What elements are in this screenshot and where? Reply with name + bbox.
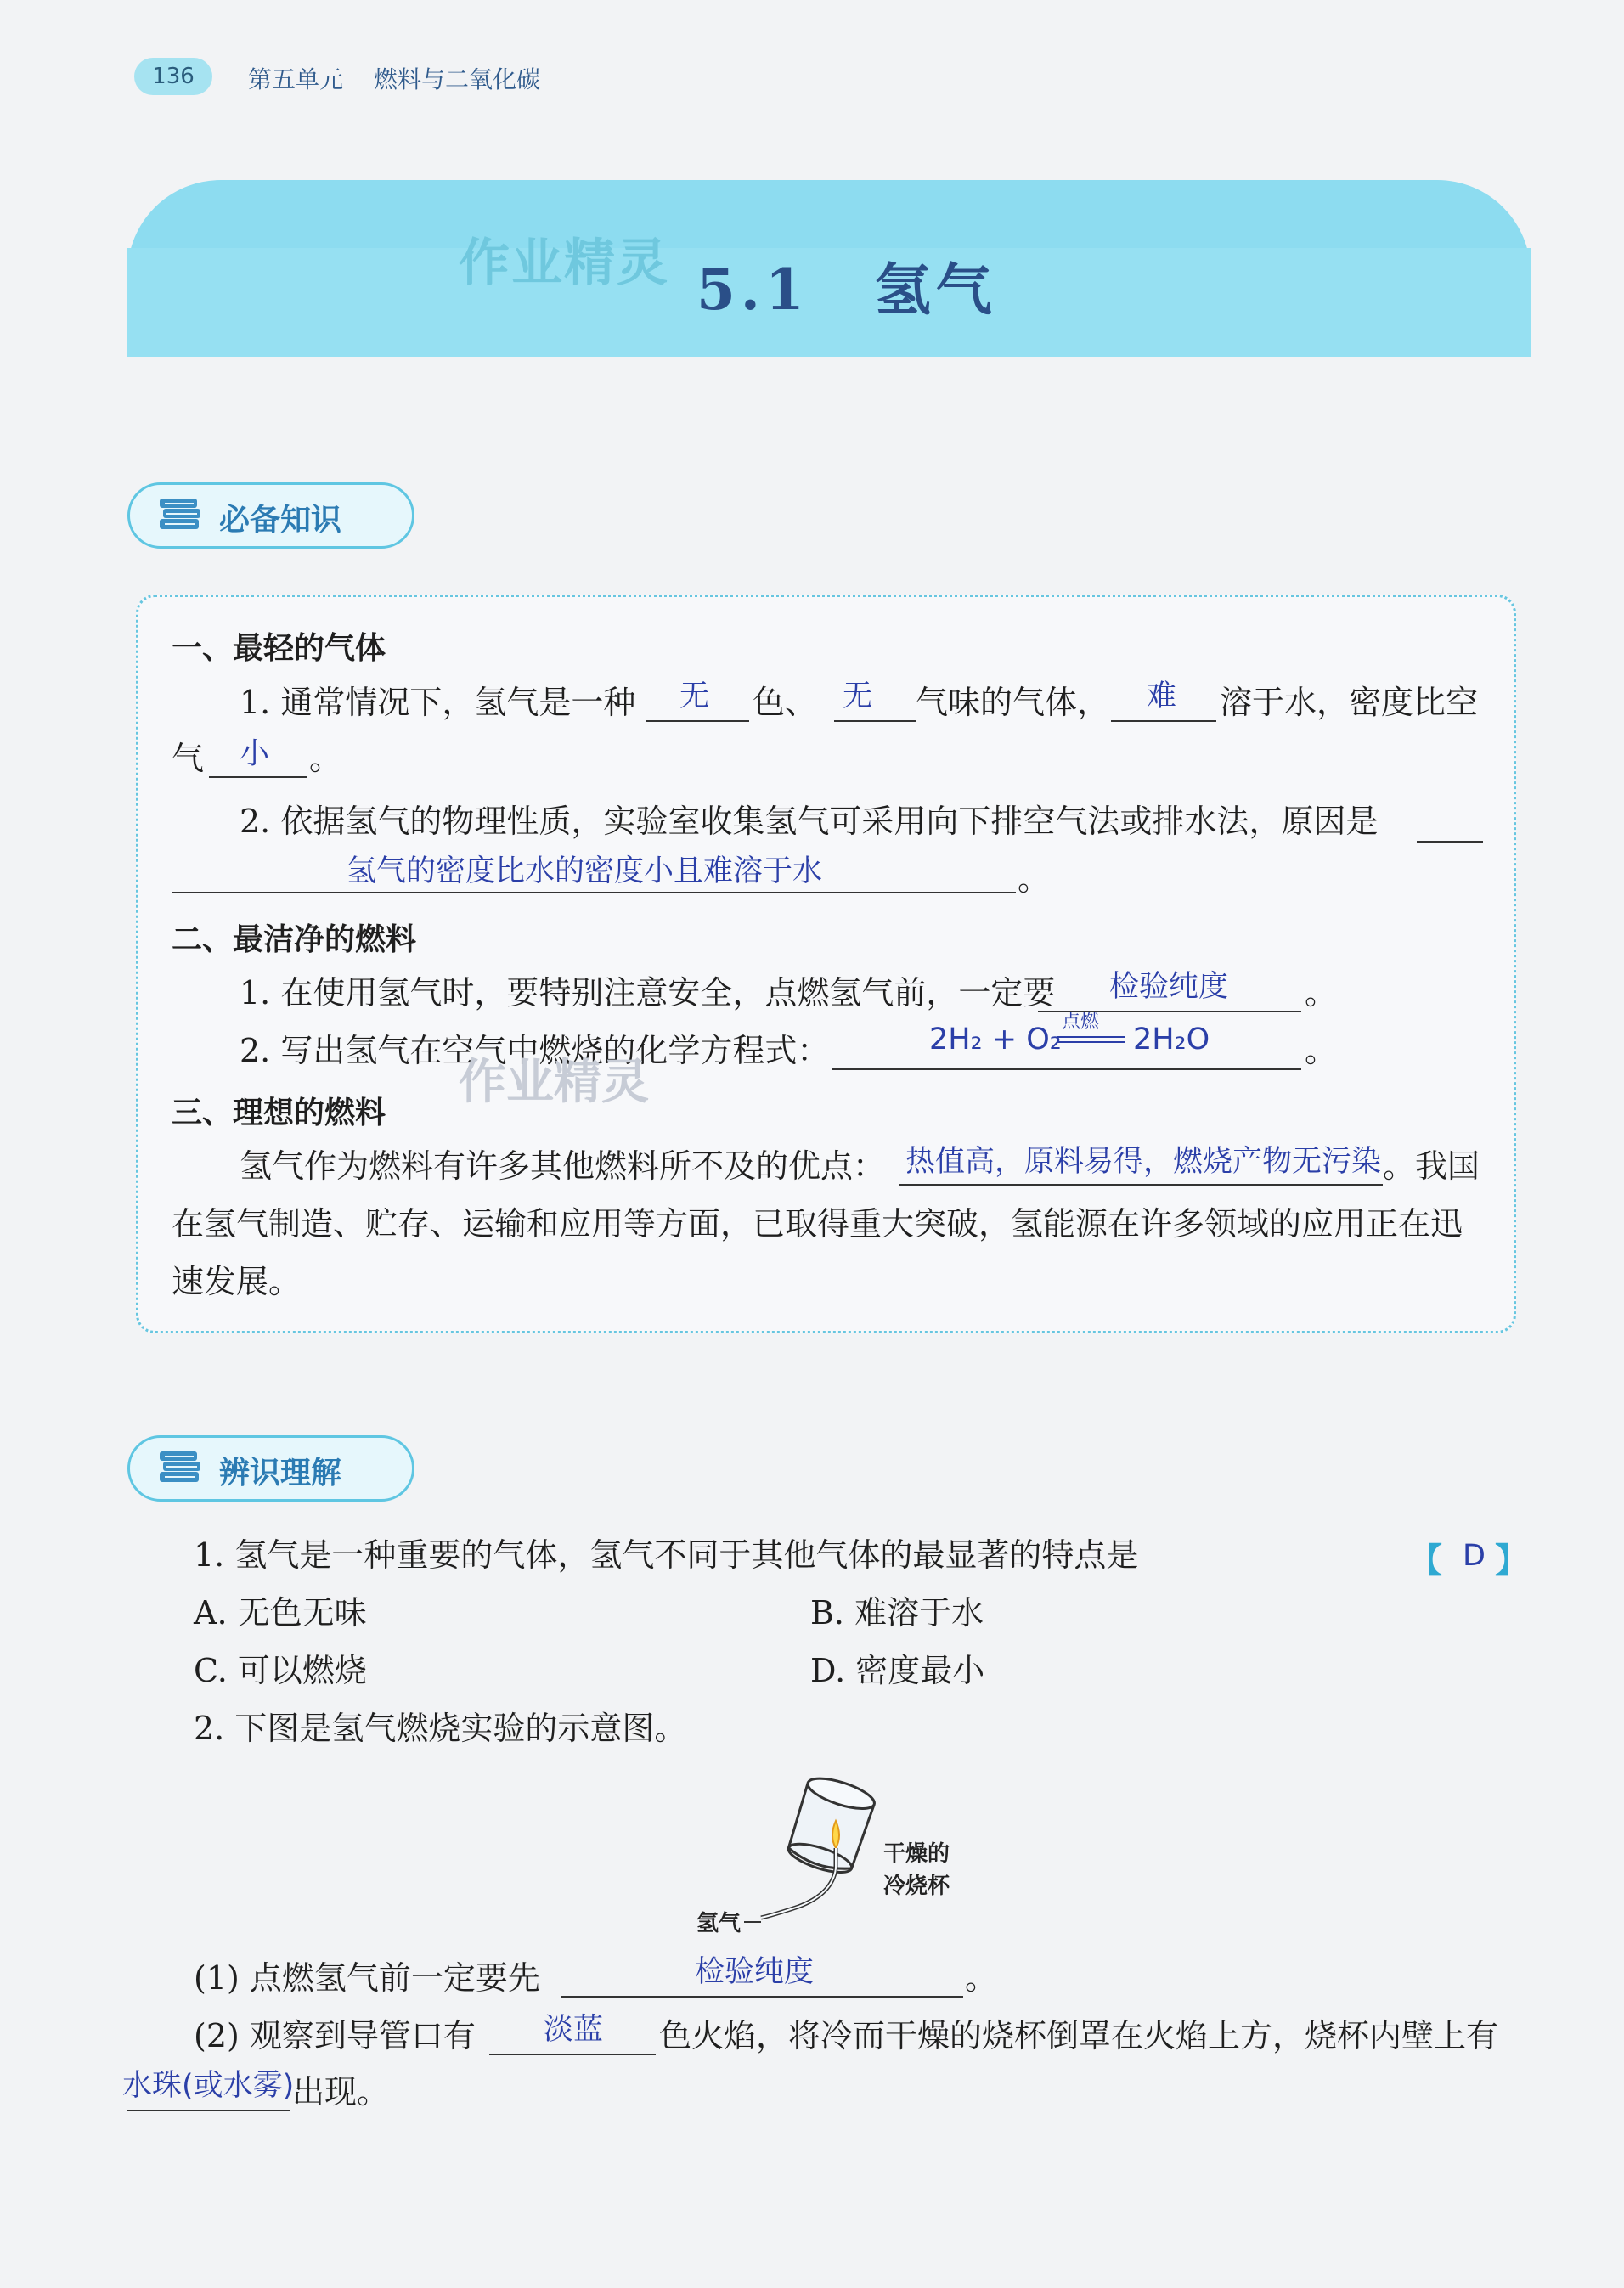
answer-s1-q1-4: 小 [240, 737, 270, 771]
option-d: D. 密度最小 [810, 1652, 985, 1689]
q2-2-text-a: (2) 观察到导管口有 [194, 2017, 476, 2054]
answer-s1-q1-3: 难 [1147, 679, 1177, 713]
s3-text-b: 。我国 [1383, 1147, 1480, 1185]
s1-q2-text: 2. 依据氢气的物理性质，实验室收集氢气可采用向下排空气法或排水法，原因是 [240, 803, 1379, 840]
equation-arrow-line-1 [1057, 1036, 1125, 1038]
s2-heading: 二、最洁净的燃料 [172, 922, 417, 957]
answer-q2-2-2: 水珠(或水雾) [122, 2069, 295, 2103]
s1-q1-text-a: 1. 通常情况下，氢气是一种 [240, 684, 636, 721]
books-icon [156, 1446, 204, 1487]
answer-s1-q2: 氢气的密度比水的密度小且难溶于水 [347, 854, 823, 888]
gas-label-leader [744, 1921, 761, 1923]
s1-q1-text-c: 气味的气体， [916, 684, 1110, 721]
answer-s2-q1: 检验纯度 [1109, 970, 1229, 1004]
blank-line [646, 720, 749, 722]
answer-s1-q1-1: 无 [679, 679, 710, 713]
unit-title: 燃料与二氧化碳 [374, 65, 541, 93]
blank-line [1111, 720, 1216, 722]
answer-s3: 热值高，原料易得，燃烧产物无污染 [905, 1145, 1382, 1179]
blank-line [489, 2054, 656, 2055]
blank-line [899, 1184, 1383, 1186]
equation-right: 2H₂O [1133, 1023, 1210, 1057]
option-a: A. 无色无味 [194, 1594, 367, 1631]
option-b: B. 难溶于水 [810, 1594, 984, 1631]
q2-text: 2. 下图是氢气燃烧实验的示意图。 [194, 1710, 687, 1747]
s2-q1-end: 。 [1305, 974, 1338, 1012]
equation-condition: 点燃 [1062, 1012, 1100, 1033]
blank-line [172, 892, 1016, 893]
q2-2-end: 出现。 [292, 2073, 390, 2110]
answer-s1-q1-2: 无 [843, 679, 873, 713]
option-c: C. 可以燃烧 [194, 1652, 367, 1689]
answer-q2-1: 检验纯度 [695, 1955, 815, 1989]
q1-bracket-right: 】 [1495, 1541, 1529, 1581]
s1-q1-text-e: 气 [172, 740, 205, 777]
page-watermark: 作业精灵 [459, 1055, 649, 1110]
section-name: 氢气 [874, 256, 997, 323]
s3-line-3: 速发展。 [172, 1263, 302, 1300]
s2-q2-end: 。 [1305, 1032, 1338, 1069]
q1-text: 1. 氢气是一种重要的气体，氢气不同于其他气体的最显著的特点是 [194, 1536, 1139, 1574]
s2-q2-text: 2. 写出氢气在空气中燃烧的化学方程式： [240, 1032, 830, 1069]
q1-answer: D [1463, 1539, 1486, 1573]
q2-1-text: (1) 点燃氢气前一定要先 [194, 1959, 540, 1997]
answer-q2-2-1: 淡蓝 [544, 2013, 604, 2047]
blank-line [561, 1996, 963, 1998]
beaker-label-2: 冷烧杯 [883, 1874, 950, 1899]
beaker-label-1: 干燥的 [883, 1841, 950, 1867]
gas-label: 氢气 [696, 1911, 742, 1936]
blank-line [834, 720, 916, 722]
s1-q1-end: 。 [309, 740, 342, 777]
unit-label: 第五单元 [248, 65, 344, 93]
banner-watermark: 作业精灵 [459, 234, 669, 293]
s3-text-a: 氢气作为燃料有许多其他燃料所不及的优点： [240, 1147, 886, 1185]
s3-heading: 三、理想的燃料 [172, 1096, 386, 1130]
q2-1-end: 。 [965, 1959, 998, 1997]
knowledge-title: 必备知识 [219, 503, 342, 538]
section-title [696, 245, 997, 325]
q1-bracket-left: 【 [1408, 1541, 1442, 1581]
section-number: 5.1 [696, 256, 809, 323]
blank-line [127, 2110, 290, 2111]
s1-q2-end: 。 [1018, 860, 1051, 898]
s1-q1-text-d: 溶于水，密度比空 [1220, 684, 1479, 721]
q2-2-text-b: 色火焰，将冷而干燥的烧杯倒罩在火焰上方，烧杯内壁上有 [659, 2017, 1499, 2054]
blank-line [209, 776, 307, 778]
understanding-title: 辨识理解 [219, 1456, 342, 1491]
s2-q1-text: 1. 在使用氢气时，要特别注意安全，点燃氢气前，一定要 [240, 974, 1056, 1012]
equation-left: 2H₂ + O₂ [929, 1023, 1062, 1057]
blank-line [1417, 841, 1483, 843]
s1-q1-text-b: 色、 [753, 684, 818, 721]
s1-heading: 一、最轻的气体 [172, 631, 386, 666]
blank-line [832, 1068, 1301, 1070]
page-number: 136 [134, 58, 212, 95]
equation-arrow-line-2 [1057, 1041, 1125, 1043]
s3-line-2: 在氢气制造、贮存、运输和应用等方面，已取得重大突破，氢能源在许多领域的应用正在迅 [172, 1205, 1463, 1243]
books-icon [156, 493, 204, 534]
